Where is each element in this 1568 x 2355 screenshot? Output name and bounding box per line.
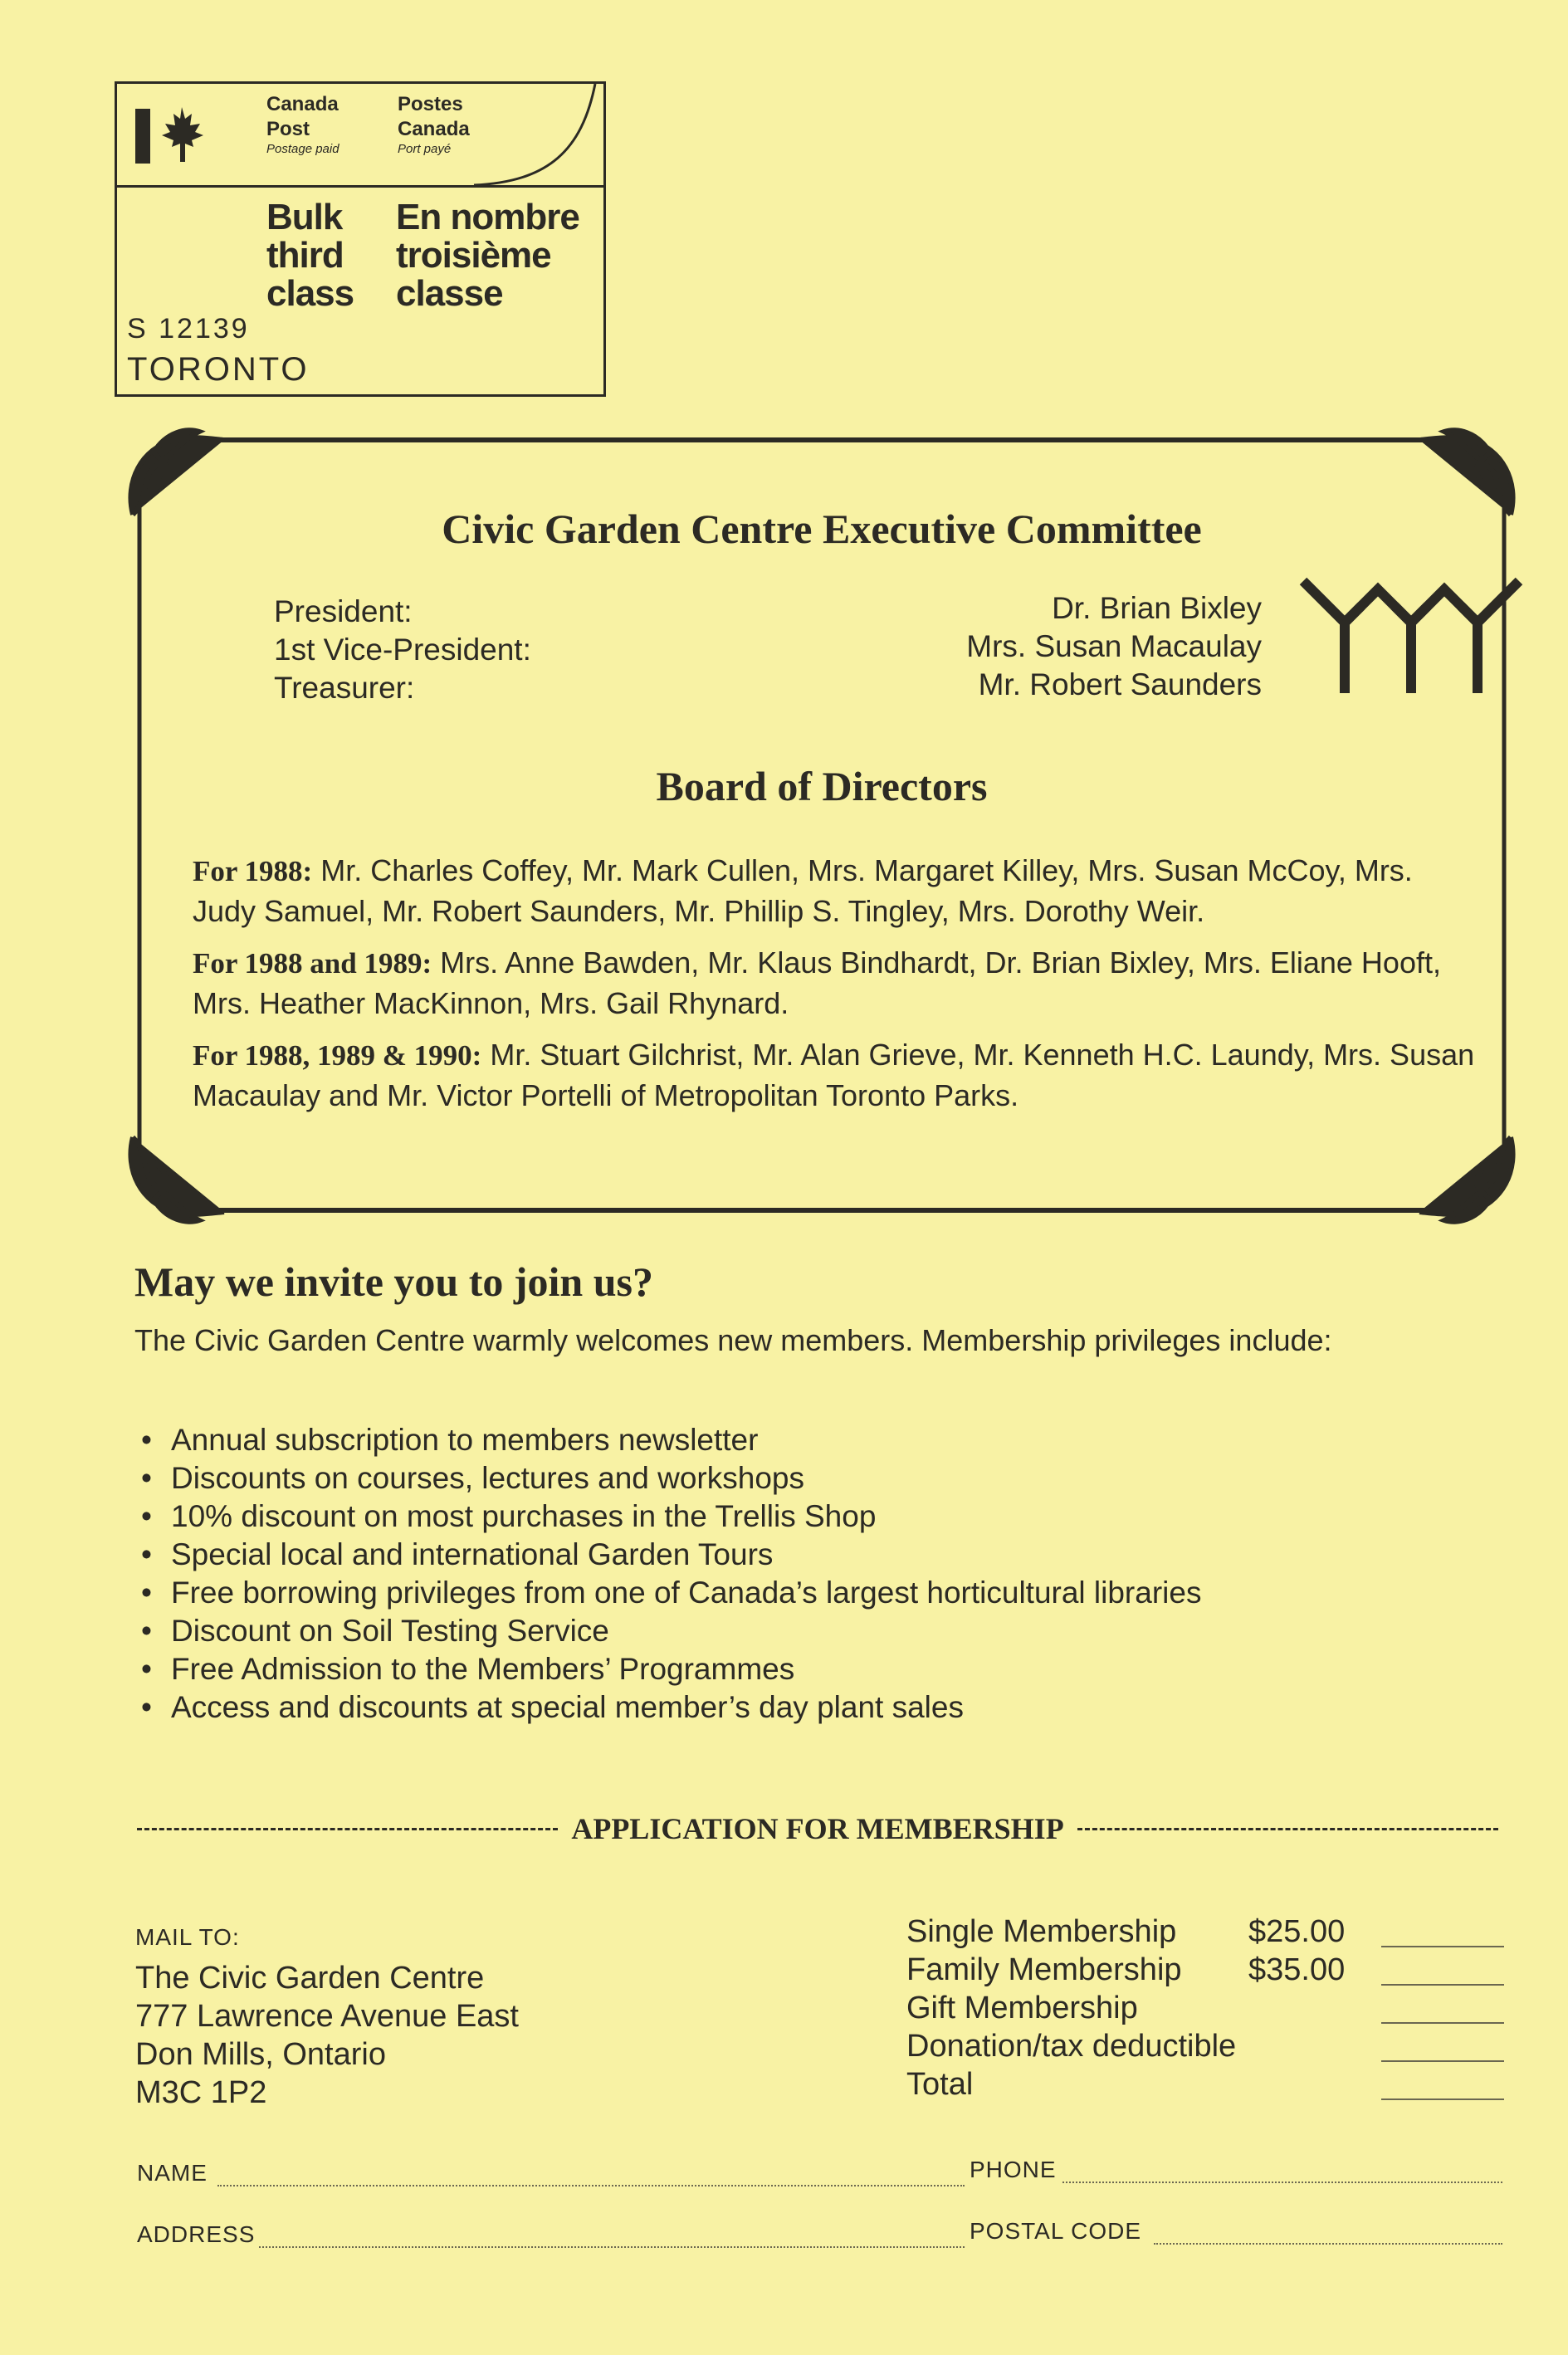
postage-paid-text: Postage paid <box>266 142 339 156</box>
bulk-en <box>266 198 354 313</box>
list-item: • Access and discounts at special member’s day plant sales <box>134 1688 1463 1727</box>
postal-code-field[interactable] <box>1154 2243 1502 2245</box>
canada-fr-text: Canada <box>398 118 470 140</box>
board-list <box>193 851 1475 1116</box>
en-nombre-text: En nombre <box>396 197 579 237</box>
vice-president-name: Mrs. Susan Macaulay <box>966 629 1262 663</box>
indicia-divider <box>117 185 603 188</box>
fee-label: Single Membership <box>906 1914 1177 1949</box>
third-text: third <box>266 235 344 276</box>
troisieme-text: troisième <box>396 235 551 276</box>
treasurer-role: Treasurer: <box>274 671 415 705</box>
fee-row-total <box>906 2065 1504 2103</box>
fee-price: $35.00 <box>1248 1952 1346 1987</box>
fee-amount-blank[interactable] <box>1381 2060 1504 2062</box>
fee-amount-blank[interactable] <box>1381 1946 1504 1947</box>
fee-label: Donation/tax deductible <box>906 2029 1237 2064</box>
dashed-rule-left <box>137 1828 558 1830</box>
fee-amount-blank[interactable] <box>1381 2022 1504 2024</box>
phone-field[interactable] <box>1062 2182 1502 2183</box>
board-term-names: Mrs. Anne Bawden, Mr. Klaus Bindhardt, Dr. Brian Bixley, Mrs. Eliane Hooft, Mrs. Heather MacKinnon, Mrs. Gail Rhynard. <box>193 945 1441 1020</box>
president-name: Dr. Brian Bixley <box>1052 591 1262 625</box>
invite-intro: The Civic Garden Centre warmly welcomes new members. Membership privileges include: <box>134 1323 1332 1357</box>
address-line: Don Mills, Ontario <box>135 2037 386 2072</box>
president-role: President: <box>274 594 413 628</box>
address-label: ADDRESS <box>137 2221 256 2247</box>
leaf-ornament-bottom-right-icon <box>1411 1121 1527 1237</box>
permit-city: TORONTO <box>127 351 310 388</box>
classe-text: classe <box>396 273 503 314</box>
officer-names <box>747 589 1262 704</box>
committee-title: Civic Garden Centre Executive Committee <box>442 506 1202 552</box>
fee-label: Family Membership <box>906 1952 1182 1987</box>
board-term-label: For 1988: <box>193 855 313 887</box>
vice-president-role: 1st Vice-President: <box>274 633 531 667</box>
postal-code-label: POSTAL CODE <box>970 2218 1142 2244</box>
civic-garden-centre-logo <box>1295 573 1527 697</box>
application-heading: APPLICATION FOR MEMBERSHIP <box>571 1812 1064 1845</box>
postage-indicia <box>115 81 606 397</box>
name-field[interactable] <box>217 2185 965 2186</box>
list-item: • Free Admission to the Members’ Programmes <box>134 1650 1463 1688</box>
bulk-fr <box>396 198 579 313</box>
fee-table <box>906 1913 1504 2103</box>
address-line: The Civic Garden Centre <box>135 1961 485 1996</box>
list-item: • 10% discount on most purchases in the Trellis Shop <box>134 1498 1463 1536</box>
fee-amount-blank[interactable] <box>1381 2098 1504 2100</box>
dashed-rule-right <box>1077 1828 1498 1830</box>
fee-row-donation <box>906 2027 1504 2065</box>
board-term-names: Mr. Stuart Gilchrist, Mr. Alan Grieve, Mr. Kenneth H.C. Laundy, Mrs. Susan Macaulay and Mr. Victor Portelli of Metropolitan Toronto Parks. <box>193 1038 1475 1112</box>
board-term-1988 <box>193 851 1475 931</box>
committee-frame <box>116 415 1527 1237</box>
treasurer-name: Mr. Robert Saunders <box>978 667 1262 701</box>
list-item: • Annual subscription to members newsletter <box>134 1421 1463 1459</box>
list-item: • Discount on Soil Testing Service <box>134 1612 1463 1650</box>
phone-label: PHONE <box>970 2157 1057 2182</box>
board-title: Board of Directors <box>656 763 988 809</box>
permit-number: S 12139 <box>127 313 250 344</box>
post-text: Post <box>266 118 310 140</box>
officer-roles <box>274 593 531 707</box>
fee-price: $25.00 <box>1248 1914 1346 1949</box>
indicia-curve <box>117 84 603 188</box>
mail-to-block <box>135 1924 519 2112</box>
bulk-text: Bulk <box>266 197 343 237</box>
postes-text: Postes <box>398 93 463 115</box>
fee-row-family <box>906 1951 1504 1989</box>
mail-to-label: MAIL TO: <box>135 1924 240 1950</box>
board-term-1988-1989 <box>193 943 1475 1024</box>
address-line: 777 Lawrence Avenue East <box>135 1999 519 2034</box>
port-paye-text: Port payé <box>398 142 452 156</box>
board-term-1988-1989-1990 <box>193 1035 1475 1116</box>
canada-text: Canada <box>266 93 339 115</box>
invite-title: May we invite you to join us? <box>134 1258 653 1305</box>
address-field[interactable] <box>259 2246 965 2248</box>
fee-row-gift <box>906 1989 1504 2027</box>
leaf-ornament-bottom-left-icon <box>116 1121 232 1237</box>
list-item: • Discounts on courses, lectures and workshops <box>134 1459 1463 1498</box>
list-item: • Special local and international Garden Tours <box>134 1536 1463 1574</box>
benefits-list <box>134 1421 1463 1727</box>
board-term-label: For 1988 and 1989: <box>193 947 432 980</box>
list-item: • Free borrowing privileges from one of Canada’s largest horticultural libraries <box>134 1574 1463 1612</box>
fee-label: Gift Membership <box>906 1991 1138 2025</box>
fee-amount-blank[interactable] <box>1381 1984 1504 1986</box>
fee-row-single <box>906 1913 1504 1951</box>
application-heading-row <box>137 1811 1498 1846</box>
board-term-names: Mr. Charles Coffey, Mr. Mark Cullen, Mrs. Margaret Killey, Mrs. Susan McCoy, Mrs. Judy Samuel, Mr. Robert Saunders, Mr. Phillip S. Tingley, Mrs. Dorothy Weir. <box>193 853 1413 928</box>
board-term-label: For 1988, 1989 & 1990: <box>193 1039 482 1072</box>
name-label: NAME <box>137 2160 208 2186</box>
class-text: class <box>266 273 354 314</box>
fee-label: Total <box>906 2067 974 2102</box>
address-line: M3C 1P2 <box>135 2075 267 2110</box>
